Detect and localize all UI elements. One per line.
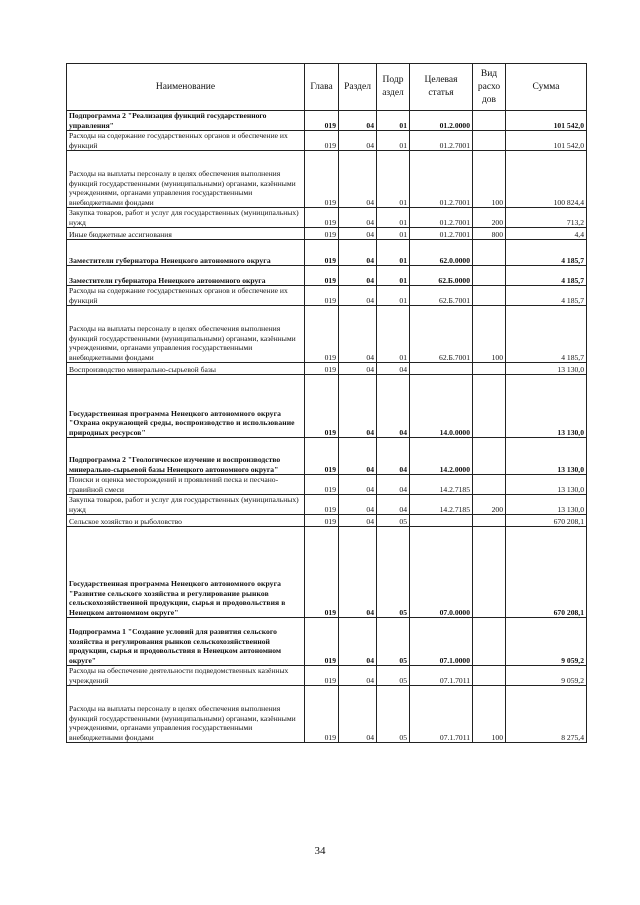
cell-statya: 07.1.0000 — [410, 618, 473, 666]
cell-glava: 019 — [305, 240, 339, 266]
cell-summa: 4,4 — [506, 228, 587, 240]
table-row — [67, 286, 587, 306]
table-row — [67, 111, 587, 131]
cell-glava: 019 — [305, 266, 339, 286]
cell-razdel: 04 — [339, 131, 377, 151]
cell-podrazdel: 05 — [377, 515, 410, 527]
cell-statya: 07.1.7011 — [410, 666, 473, 686]
cell-statya: 01.2.7001 — [410, 131, 473, 151]
cell-name: Закупка товаров, работ и услуг для государственных (муниципальных) нужд — [67, 495, 305, 515]
table-row — [67, 266, 587, 286]
cell-name: Воспроизводство минерально-сырьевой базы — [67, 363, 305, 375]
header-podrazdel: Подр аздел — [377, 64, 410, 111]
cell-vid: 100 — [473, 686, 506, 743]
table-row — [67, 475, 587, 495]
cell-summa: 101 542,0 — [506, 111, 587, 131]
cell-podrazdel: 01 — [377, 208, 410, 228]
table-row — [67, 306, 587, 363]
cell-name: Расходы на содержание государственных органов и обеспечение их функций — [67, 131, 305, 151]
cell-summa: 101 542,0 — [506, 131, 587, 151]
cell-glava: 019 — [305, 618, 339, 666]
cell-podrazdel: 01 — [377, 131, 410, 151]
header-name: Наименование — [67, 64, 305, 111]
cell-statya: 01.2.7001 — [410, 228, 473, 240]
cell-name: Иные бюджетные ассигнования — [67, 228, 305, 240]
cell-summa: 100 824,4 — [506, 151, 587, 208]
cell-statya: 62.Б.7001 — [410, 306, 473, 363]
cell-podrazdel: 04 — [377, 475, 410, 495]
cell-name: Заместители губернатора Ненецкого автономного округа — [67, 266, 305, 286]
table-row — [67, 363, 587, 375]
cell-razdel: 04 — [339, 151, 377, 208]
cell-name: Закупка товаров, работ и услуг для государственных (муниципальных) нужд — [67, 208, 305, 228]
cell-razdel: 04 — [339, 363, 377, 375]
cell-name: Подпрограмма 1 "Создание условий для развития сельского хозяйства и регулирования рынков сельскохозяйственной продукции, сырья и продовольствия в Ненецком автономном округе" — [67, 618, 305, 666]
cell-vid — [473, 527, 506, 618]
cell-razdel: 04 — [339, 306, 377, 363]
cell-podrazdel: 01 — [377, 240, 410, 266]
cell-vid: 200 — [473, 495, 506, 515]
cell-glava: 019 — [305, 306, 339, 363]
cell-name: Государственная программа Ненецкого автономного округа "Развитие сельского хозяйства и регулирование рынков сельскохозяйственной продукции, сырья и продовольствия в Ненецком автономном округе" — [67, 527, 305, 618]
cell-razdel: 04 — [339, 438, 377, 475]
cell-summa: 670 208,1 — [506, 527, 587, 618]
cell-podrazdel: 05 — [377, 686, 410, 743]
cell-vid: 100 — [473, 306, 506, 363]
table-row — [67, 375, 587, 438]
cell-razdel: 04 — [339, 686, 377, 743]
table-row — [67, 131, 587, 151]
cell-vid — [473, 111, 506, 131]
cell-name: Расходы на выплаты персоналу в целях обеспечения выполнения функций государственными (муниципальными) органами, казёнными учреждениями, органами управления государственными внебюджетными фондами — [67, 151, 305, 208]
cell-razdel: 04 — [339, 527, 377, 618]
cell-glava: 019 — [305, 495, 339, 515]
header-glava: Глава — [305, 64, 339, 111]
cell-glava: 019 — [305, 666, 339, 686]
header-row — [67, 64, 587, 111]
cell-name: Расходы на выплаты персоналу в целях обеспечения выполнения функций государственными (муниципальными) органами, казёнными учреждениями, органами управления государственными внебюджетными фондами — [67, 306, 305, 363]
cell-vid — [473, 266, 506, 286]
cell-glava: 019 — [305, 375, 339, 438]
cell-statya: 07.1.7011 — [410, 686, 473, 743]
cell-razdel: 04 — [339, 228, 377, 240]
cell-razdel: 04 — [339, 266, 377, 286]
cell-glava: 019 — [305, 208, 339, 228]
cell-glava: 019 — [305, 475, 339, 495]
cell-glava: 019 — [305, 686, 339, 743]
cell-razdel: 04 — [339, 208, 377, 228]
cell-glava: 019 — [305, 363, 339, 375]
table-row — [67, 618, 587, 666]
header-summa: Сумма — [506, 64, 587, 111]
cell-razdel: 04 — [339, 286, 377, 306]
cell-podrazdel: 04 — [377, 375, 410, 438]
cell-name: Подпрограмма 2 "Геологическое изучение и воспроизводство минерально-сырьевой базы Ненецкого автономного округа" — [67, 438, 305, 475]
cell-razdel: 04 — [339, 666, 377, 686]
cell-statya: 01.2.7001 — [410, 151, 473, 208]
cell-vid — [473, 286, 506, 306]
cell-summa: 9 059,2 — [506, 618, 587, 666]
cell-podrazdel: 04 — [377, 363, 410, 375]
cell-podrazdel: 05 — [377, 666, 410, 686]
cell-summa: 8 275,4 — [506, 686, 587, 743]
cell-statya: 01.2.0000 — [410, 111, 473, 131]
cell-vid — [473, 515, 506, 527]
cell-summa: 4 185,7 — [506, 286, 587, 306]
cell-statya: 01.2.7001 — [410, 208, 473, 228]
cell-summa: 713,2 — [506, 208, 587, 228]
cell-statya: 14.0.0000 — [410, 375, 473, 438]
cell-name: Заместители губернатора Ненецкого автономного округа — [67, 240, 305, 266]
cell-vid: 200 — [473, 208, 506, 228]
cell-vid — [473, 475, 506, 495]
cell-summa: 4 185,7 — [506, 240, 587, 266]
cell-glava: 019 — [305, 286, 339, 306]
cell-glava: 019 — [305, 527, 339, 618]
cell-summa: 13 130,0 — [506, 363, 587, 375]
cell-vid — [473, 240, 506, 266]
table-row — [67, 686, 587, 743]
cell-name: Подпрограмма 2 "Реализация функций государственного управления" — [67, 111, 305, 131]
header-statya: Целевая статья — [410, 64, 473, 111]
cell-glava: 019 — [305, 111, 339, 131]
cell-summa: 670 208,1 — [506, 515, 587, 527]
cell-statya: 62.Б.0000 — [410, 266, 473, 286]
cell-podrazdel: 01 — [377, 111, 410, 131]
table-row — [67, 208, 587, 228]
cell-name: Поиски и оценка месторождений и проявлений песка и песчано-гравийной смеси — [67, 475, 305, 495]
cell-razdel: 04 — [339, 515, 377, 527]
table-row — [67, 438, 587, 475]
cell-summa: 4 185,7 — [506, 306, 587, 363]
table-row — [67, 151, 587, 208]
cell-glava: 019 — [305, 438, 339, 475]
table-body — [67, 111, 587, 743]
header-vid: Вид расхо дов — [473, 64, 506, 111]
cell-summa: 13 130,0 — [506, 375, 587, 438]
cell-vid — [473, 618, 506, 666]
cell-razdel: 04 — [339, 375, 377, 438]
cell-statya: 14.2.7185 — [410, 475, 473, 495]
table-row — [67, 527, 587, 618]
cell-name: Государственная программа Ненецкого автономного округа "Охрана окружающей среды, воспроизводство и использование природных ресурсов" — [67, 375, 305, 438]
cell-podrazdel: 01 — [377, 306, 410, 363]
cell-podrazdel: 04 — [377, 438, 410, 475]
table-row — [67, 666, 587, 686]
table-row — [67, 240, 587, 266]
cell-name: Расходы на содержание государственных органов и обеспечение их функций — [67, 286, 305, 306]
cell-vid: 100 — [473, 151, 506, 208]
cell-vid — [473, 666, 506, 686]
cell-summa: 13 130,0 — [506, 475, 587, 495]
cell-podrazdel: 01 — [377, 286, 410, 306]
page-number: 34 — [314, 845, 326, 857]
cell-summa: 4 185,7 — [506, 266, 587, 286]
cell-summa: 13 130,0 — [506, 495, 587, 515]
cell-vid — [473, 131, 506, 151]
cell-statya: 62.Б.7001 — [410, 286, 473, 306]
cell-glava: 019 — [305, 151, 339, 208]
header-razdel: Раздел — [339, 64, 377, 111]
cell-podrazdel: 01 — [377, 228, 410, 240]
cell-vid — [473, 363, 506, 375]
cell-glava: 019 — [305, 228, 339, 240]
table-row — [67, 515, 587, 527]
cell-summa: 13 130,0 — [506, 438, 587, 475]
cell-glava: 019 — [305, 515, 339, 527]
cell-statya: 14.2.0000 — [410, 438, 473, 475]
cell-razdel: 04 — [339, 240, 377, 266]
cell-razdel: 04 — [339, 111, 377, 131]
cell-razdel: 04 — [339, 475, 377, 495]
cell-podrazdel: 01 — [377, 151, 410, 208]
cell-podrazdel: 01 — [377, 266, 410, 286]
cell-name: Расходы на выплаты персоналу в целях обеспечения выполнения функций государственными (муниципальными) органами, казёнными учреждениями, органами управления государственными внебюджетными фондами — [67, 686, 305, 743]
cell-podrazdel: 04 — [377, 495, 410, 515]
cell-statya: 07.0.0000 — [410, 527, 473, 618]
cell-vid: 800 — [473, 228, 506, 240]
cell-vid — [473, 438, 506, 475]
table-row — [67, 495, 587, 515]
cell-statya: 14.2.7185 — [410, 495, 473, 515]
table-row — [67, 228, 587, 240]
budget-table — [66, 63, 587, 743]
cell-podrazdel: 05 — [377, 618, 410, 666]
cell-statya — [410, 363, 473, 375]
cell-podrazdel: 05 — [377, 527, 410, 618]
cell-glava: 019 — [305, 131, 339, 151]
cell-name: Сельское хозяйство и рыболовство — [67, 515, 305, 527]
cell-vid — [473, 375, 506, 438]
cell-summa: 9 059,2 — [506, 666, 587, 686]
cell-statya: 62.0.0000 — [410, 240, 473, 266]
cell-razdel: 04 — [339, 618, 377, 666]
cell-statya — [410, 515, 473, 527]
cell-razdel: 04 — [339, 495, 377, 515]
cell-name: Расходы на обеспечение деятельности подведомственных казённых учреждений — [67, 666, 305, 686]
